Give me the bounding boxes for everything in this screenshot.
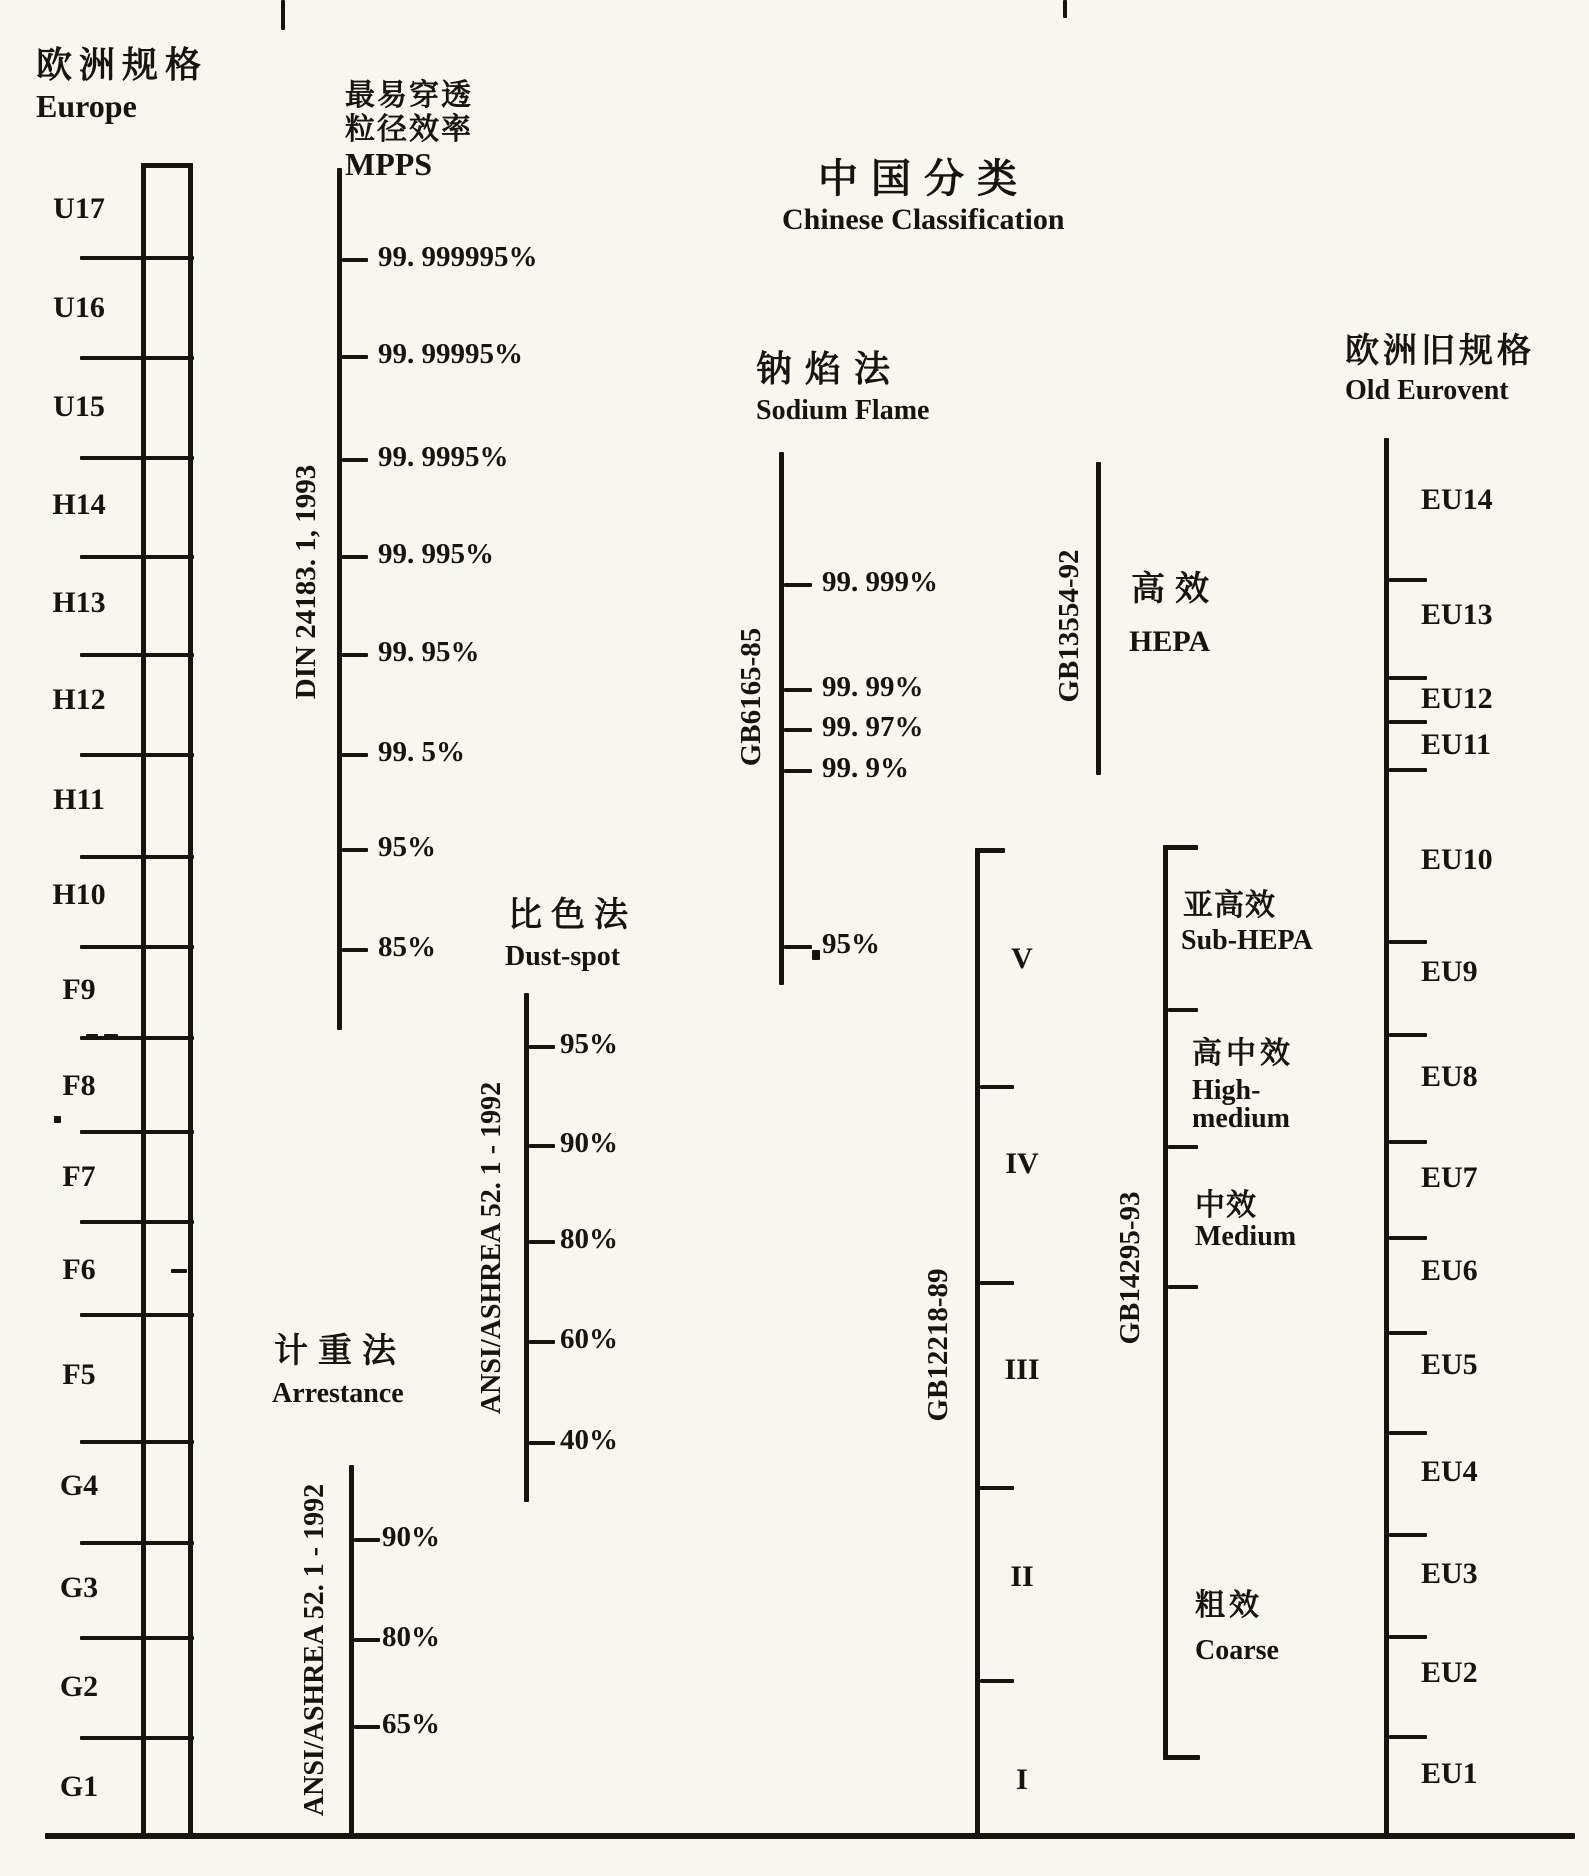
mpps-title-en: MPPS <box>345 146 433 182</box>
europe-class-label: U15 <box>53 390 105 423</box>
old-eurovent-tick <box>1389 1431 1427 1435</box>
scan-speck-dot <box>54 1116 61 1123</box>
sodium-flame-tick-label: 99. 99% <box>822 671 924 703</box>
europe-ladder-left-rail <box>141 163 146 1837</box>
old-eurovent-tick <box>1389 1033 1427 1037</box>
sodium-flame-tick <box>784 583 812 587</box>
old-eurovent-class-label: EU3 <box>1421 1557 1478 1590</box>
gb13554-92-standard-label: GB13554-92 <box>1053 549 1085 703</box>
old-eurovent-class-label: EU14 <box>1421 483 1493 516</box>
mpps-tick <box>342 653 368 657</box>
europe-ladder-tick <box>80 1220 194 1224</box>
mpps-tick <box>342 555 368 559</box>
mpps-tick-label: 95% <box>378 831 436 863</box>
europe-class-label: H13 <box>52 586 106 619</box>
gb14295-bracket-bottom <box>1163 1755 1200 1760</box>
mpps-tick <box>342 848 368 852</box>
europe-ladder-tick <box>80 256 194 260</box>
mpps-tick-label: 99. 5% <box>378 736 465 768</box>
dust-spot-tick-label: 95% <box>560 1028 618 1060</box>
europe-ladder-tick <box>80 855 194 859</box>
mpps-tick-label: 99. 95% <box>378 636 480 668</box>
medium-class-zh: 中效 <box>1195 1189 1257 1222</box>
chinese-classification-title-en: Chinese Classification <box>782 203 1065 236</box>
old-eurovent-class-label: EU9 <box>1421 955 1478 988</box>
dust-spot-tick <box>529 1340 555 1344</box>
old-eurovent-class-label: EU11 <box>1421 728 1492 761</box>
old-eurovent-class-label: EU6 <box>1421 1254 1478 1287</box>
mpps-title-zh-line1: 最易穿透 <box>345 79 473 112</box>
mpps-tick-label: 99. 99995% <box>378 338 523 370</box>
europe-class-label: H10 <box>52 878 106 911</box>
europe-class-label: G4 <box>59 1469 99 1502</box>
arrestance-tick <box>354 1725 380 1729</box>
mpps-tick <box>342 458 368 462</box>
baseline <box>45 1833 1575 1839</box>
gb14295-bracket-tick <box>1168 1145 1198 1149</box>
coarse-class-zh: 粗效 <box>1195 1589 1263 1622</box>
gb12218-grade-label: III <box>1004 1353 1040 1386</box>
old-eurovent-tick <box>1389 768 1427 772</box>
gb12218-grade-label: V <box>1011 942 1033 975</box>
old-eurovent-class-label: EU4 <box>1421 1455 1478 1488</box>
sodium-flame-tick-label: 99. 999% <box>822 566 938 598</box>
old-eurovent-title-en: Old Eurovent <box>1345 375 1509 406</box>
gb12218-bracket-tick <box>980 1679 1014 1683</box>
gb14295-bracket-tick <box>1168 1008 1198 1012</box>
europe-ladder-tick <box>80 1636 194 1640</box>
din-24183-standard-label: DIN 24183. 1, 1993 <box>290 464 322 700</box>
sodium-flame-tick <box>784 769 812 773</box>
arrestance-title-zh: 计重法 <box>274 1332 406 1370</box>
page-mark-top-right <box>1063 0 1067 18</box>
scan-speck-dot <box>812 950 820 960</box>
scan-speck-dash <box>86 1034 98 1038</box>
dust-spot-tick <box>529 1441 555 1445</box>
mpps-tick-label: 99. 995% <box>378 538 494 570</box>
europe-class-label: F7 <box>62 1160 96 1193</box>
sodium-flame-tick-label: 99. 97% <box>822 711 924 743</box>
europe-class-label: U17 <box>53 192 105 225</box>
sodium-flame-tick <box>784 945 812 949</box>
europe-class-label: F6 <box>62 1253 96 1286</box>
sodium-flame-tick <box>784 688 812 692</box>
dust-spot-tick <box>529 1045 555 1049</box>
coarse-class-en: Coarse <box>1195 1635 1279 1666</box>
sodium-flame-tick <box>784 728 812 732</box>
europe-ladder-tick <box>80 753 194 757</box>
europe-class-label: F9 <box>62 973 96 1006</box>
sodium-flame-title-en: Sodium Flame <box>756 395 930 426</box>
high-medium-class-en-line2: medium <box>1192 1103 1290 1134</box>
old-eurovent-class-label: EU8 <box>1421 1060 1478 1093</box>
europe-ladder-right-rail <box>188 163 193 1837</box>
dust-spot-tick <box>529 1240 555 1244</box>
mpps-tick <box>342 258 368 262</box>
arrestance-tick <box>354 1638 380 1642</box>
old-eurovent-class-label: EU2 <box>1421 1656 1478 1689</box>
europe-class-label: F5 <box>62 1358 96 1391</box>
old-eurovent-tick <box>1389 1735 1427 1739</box>
gb12218-bracket-tick <box>980 1085 1014 1089</box>
europe-class-label: F8 <box>62 1069 96 1102</box>
europe-title-zh: 欧洲规格 <box>36 44 209 85</box>
mpps-tick-label: 85% <box>378 931 436 963</box>
scan-speck-dash <box>171 1269 187 1273</box>
gb12218-grade-label: II <box>1010 1560 1034 1593</box>
gb12218-grade-label: I <box>1016 1763 1028 1796</box>
old-eurovent-tick <box>1389 1533 1427 1537</box>
mpps-tick-label: 99. 9995% <box>378 441 509 473</box>
old-eurovent-class-label: EU5 <box>1421 1348 1478 1381</box>
europe-ladder-tick <box>80 653 194 657</box>
old-eurovent-tick <box>1389 1140 1427 1144</box>
dust-spot-tick-label: 60% <box>560 1323 618 1355</box>
arrestance-title-en: Arrestance <box>272 1378 404 1409</box>
old-eurovent-tick <box>1389 676 1427 680</box>
old-eurovent-tick <box>1389 1236 1427 1240</box>
europe-class-label: U16 <box>53 291 105 324</box>
old-eurovent-tick <box>1389 578 1427 582</box>
europe-ladder-tick <box>80 1313 194 1317</box>
old-eurovent-class-label: EU12 <box>1421 682 1493 715</box>
dust-spot-scale-line <box>524 993 529 1502</box>
high-medium-class-zh: 高中效 <box>1192 1037 1294 1070</box>
europe-ladder-tick <box>80 555 194 559</box>
gb14295-bracket-top <box>1163 845 1198 850</box>
dust-spot-tick-label: 90% <box>560 1127 618 1159</box>
europe-ladder-tick <box>80 945 194 949</box>
mpps-scale-line <box>337 168 342 1030</box>
gb14295-bracket-tick <box>1168 1285 1198 1289</box>
ansi-ashrae-arrestance-standard-label: ANSI/ASHREA 52. 1 - 1992 <box>299 1483 330 1817</box>
europe-class-label: G2 <box>59 1670 99 1703</box>
dust-spot-tick <box>529 1144 555 1148</box>
arrestance-tick-label: 65% <box>382 1708 440 1740</box>
old-eurovent-scale-line <box>1384 438 1389 1837</box>
mpps-tick <box>342 948 368 952</box>
sodium-flame-scale-line <box>779 452 784 985</box>
gb12218-bracket-top <box>975 848 1005 853</box>
europe-ladder-tick <box>80 456 194 460</box>
gb12218-bracket-tick <box>980 1486 1014 1490</box>
europe-ladder-tick <box>80 1130 194 1134</box>
mpps-tick-label: 99. 999995% <box>378 241 538 273</box>
dust-spot-title-zh: 比色法 <box>508 896 637 934</box>
arrestance-tick <box>354 1538 380 1542</box>
sodium-flame-tick-label: 95% <box>822 928 880 960</box>
gb12218-89-standard-label: GB12218-89 <box>922 1268 954 1422</box>
old-eurovent-tick <box>1389 720 1427 724</box>
europe-ladder-top-cap <box>141 163 193 168</box>
old-eurovent-class-label: EU10 <box>1421 843 1493 876</box>
gb12218-grade-label: IV <box>1005 1147 1039 1180</box>
dust-spot-tick-label: 80% <box>560 1223 618 1255</box>
old-eurovent-tick <box>1389 940 1427 944</box>
sub-hepa-class-zh: 亚高效 <box>1183 889 1276 922</box>
europe-class-label: H12 <box>52 683 106 716</box>
page-mark-top-left <box>281 0 285 30</box>
sodium-flame-title-zh: 钠焰法 <box>756 348 904 389</box>
gb14295-bracket-line <box>1163 845 1168 1760</box>
arrestance-scale-line <box>349 1465 354 1837</box>
hepa-class-en: HEPA <box>1129 625 1211 658</box>
arrestance-tick-label: 90% <box>382 1521 440 1553</box>
europe-class-label: H14 <box>52 488 106 521</box>
gb12218-bracket-line <box>975 848 980 1837</box>
gb12218-bracket-tick <box>980 1281 1014 1285</box>
old-eurovent-class-label: EU13 <box>1421 598 1493 631</box>
arrestance-tick-label: 80% <box>382 1621 440 1653</box>
europe-class-label: G3 <box>59 1571 99 1604</box>
medium-class-en: Medium <box>1195 1221 1297 1252</box>
gb14295-93-standard-label: GB14295-93 <box>1114 1191 1146 1345</box>
old-eurovent-class-label: EU1 <box>1421 1757 1478 1790</box>
mpps-tick <box>342 753 368 757</box>
mpps-tick <box>342 355 368 359</box>
old-eurovent-tick <box>1389 1635 1427 1639</box>
europe-ladder-tick <box>80 1541 194 1545</box>
europe-title-en: Europe <box>36 88 137 124</box>
dust-spot-tick-label: 40% <box>560 1424 618 1456</box>
europe-class-label: G1 <box>59 1770 99 1803</box>
gb13554-span-line <box>1096 462 1101 775</box>
old-eurovent-tick <box>1389 1331 1427 1335</box>
gb6165-85-standard-label: GB6165-85 <box>735 627 767 767</box>
old-eurovent-title-zh: 欧洲旧规格 <box>1345 332 1535 370</box>
scan-speck-dash <box>104 1034 118 1038</box>
sodium-flame-tick-label: 99. 9% <box>822 752 909 784</box>
high-medium-class-en-line1: High- <box>1192 1075 1261 1106</box>
europe-ladder-tick <box>80 356 194 360</box>
dust-spot-title-en: Dust-spot <box>505 941 621 972</box>
europe-class-label: H11 <box>53 783 105 816</box>
chinese-classification-title-zh: 中国分类 <box>818 157 1030 201</box>
europe-ladder-tick <box>80 1440 194 1444</box>
old-eurovent-class-label: EU7 <box>1421 1161 1478 1194</box>
mpps-title-zh-line2: 粒径效率 <box>345 113 473 146</box>
hepa-class-zh: 高效 <box>1131 570 1219 608</box>
ansi-ashrae-dust-spot-standard-label: ANSI/ASHREA 52. 1 - 1992 <box>476 1081 507 1415</box>
europe-ladder-tick <box>80 1736 194 1740</box>
sub-hepa-class-en: Sub-HEPA <box>1181 925 1313 956</box>
